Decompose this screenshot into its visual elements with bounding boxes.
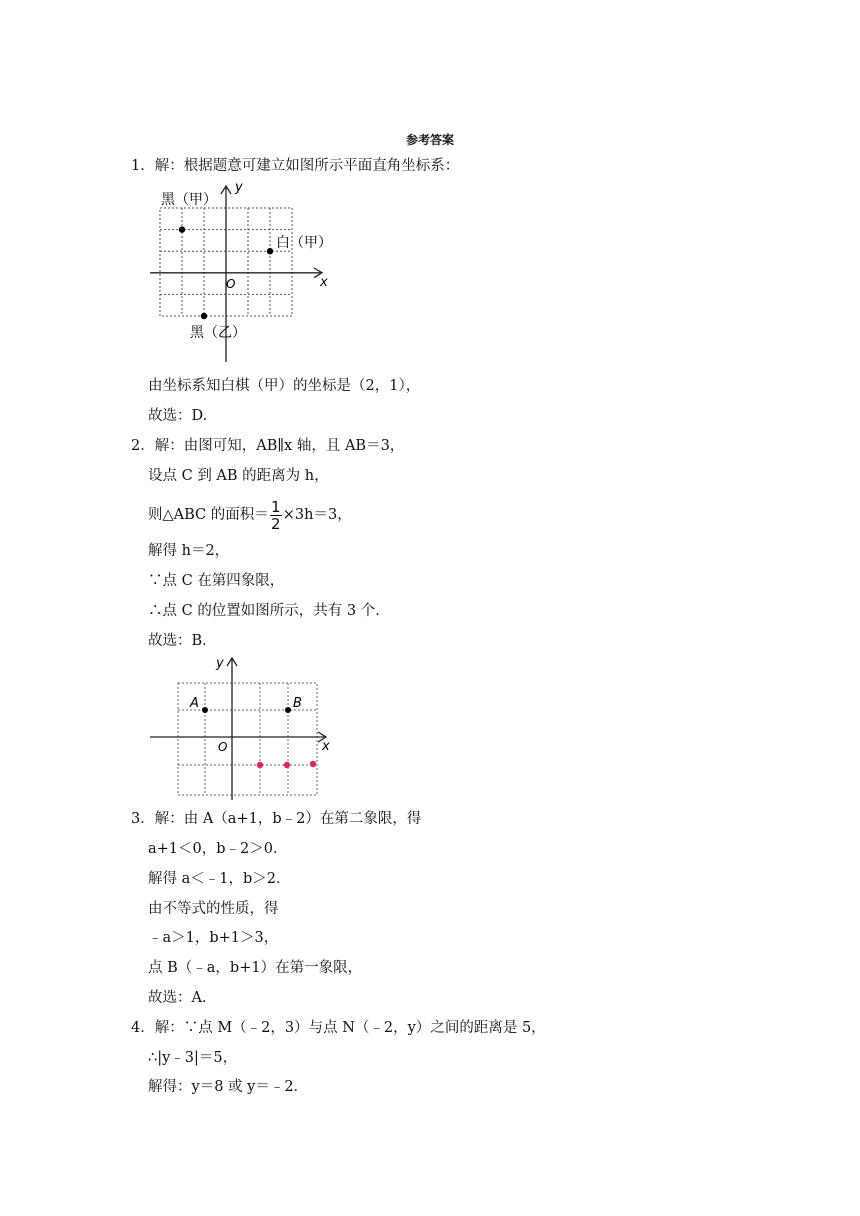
- q2-y-axis-label: y: [216, 656, 224, 671]
- q2-line-5: ∵点 C 在第四象限，: [148, 573, 285, 589]
- black-jia-stone: [179, 226, 185, 232]
- q1-y-axis-label: y: [235, 180, 243, 195]
- label-black-jia: 黑（甲）: [161, 192, 217, 208]
- q2-line-4: 解得 h＝2，: [148, 543, 230, 559]
- q2-fraction-denominator: 2: [270, 514, 281, 533]
- q1-coordinate-figure: [140, 176, 360, 366]
- point-b-label: B: [293, 696, 302, 711]
- q4-line-3: 解得：y＝8 或 y＝﹣2．: [148, 1079, 309, 1095]
- q2-fraction-numerator: 1: [270, 497, 281, 516]
- q2-area-suffix: ×3h＝3，: [282, 507, 352, 523]
- q3-line-7: 故选：A．: [148, 990, 217, 1006]
- q2-coordinate-figure: [140, 650, 340, 810]
- candidate-point-c2: [284, 762, 290, 768]
- q2-fraction: [270, 497, 282, 533]
- candidate-point-c3: [310, 761, 316, 767]
- q2-line-6: ∴点 C 的位置如图所示，共有 3 个．: [148, 603, 390, 619]
- q2-x-axis-label: x: [322, 739, 330, 754]
- point-a-label: A: [190, 696, 199, 711]
- q2-line-3: [148, 499, 352, 531]
- q2-line-1: 2．解：由图可知，AB∥x 轴，且 AB＝3，: [131, 438, 405, 454]
- page-title: 参考答案: [405, 133, 454, 147]
- q4-line-2: ∴|y﹣3|＝5，: [148, 1050, 238, 1066]
- q2-area-prefix: 则△ABC 的面积＝: [148, 507, 269, 523]
- q2-line-2: 设点 C 到 AB 的距离为 h，: [148, 468, 329, 484]
- q3-line-3: 解得 a＜﹣1，b＞2．: [148, 871, 291, 887]
- q1-origin-label: O: [226, 277, 236, 291]
- q3-line-6: 点 B（﹣a，b+1）在第一象限，: [148, 960, 363, 976]
- q3-line-4: 由不等式的性质，得: [148, 901, 279, 917]
- point-a: [202, 707, 208, 713]
- q1-x-axis-label: x: [320, 275, 328, 290]
- q3-line-1: 3．解：由 A（a+1，b﹣2）在第二象限，得: [131, 811, 422, 827]
- q2-line-7: 故选：B．: [148, 633, 217, 649]
- q3-line-2: a+1＜0，b﹣2＞0．: [148, 841, 288, 857]
- q4-line-1: 4．解：∵点 M（﹣2，3）与点 N（﹣2，y）之间的距离是 5，: [131, 1020, 546, 1036]
- q3-line-5: ﹣a＞1，b+1＞3，: [148, 930, 279, 946]
- candidate-point-c1: [257, 762, 263, 768]
- point-b: [285, 707, 291, 713]
- black-yi-stone: [201, 313, 207, 319]
- q1-line-2: 由坐标系知白棋（甲）的坐标是（2，1），: [148, 378, 421, 394]
- q1-line-3: 故选：D.: [148, 408, 208, 424]
- label-white-jia: 白（甲）: [276, 235, 332, 251]
- q2-origin-label: O: [218, 740, 228, 754]
- white-jia-stone: [267, 248, 273, 254]
- label-black-yi: 黑（乙）: [190, 325, 246, 341]
- q1-line-1: 1．解：根据题意可建立如图所示平面直角坐标系：: [131, 158, 460, 174]
